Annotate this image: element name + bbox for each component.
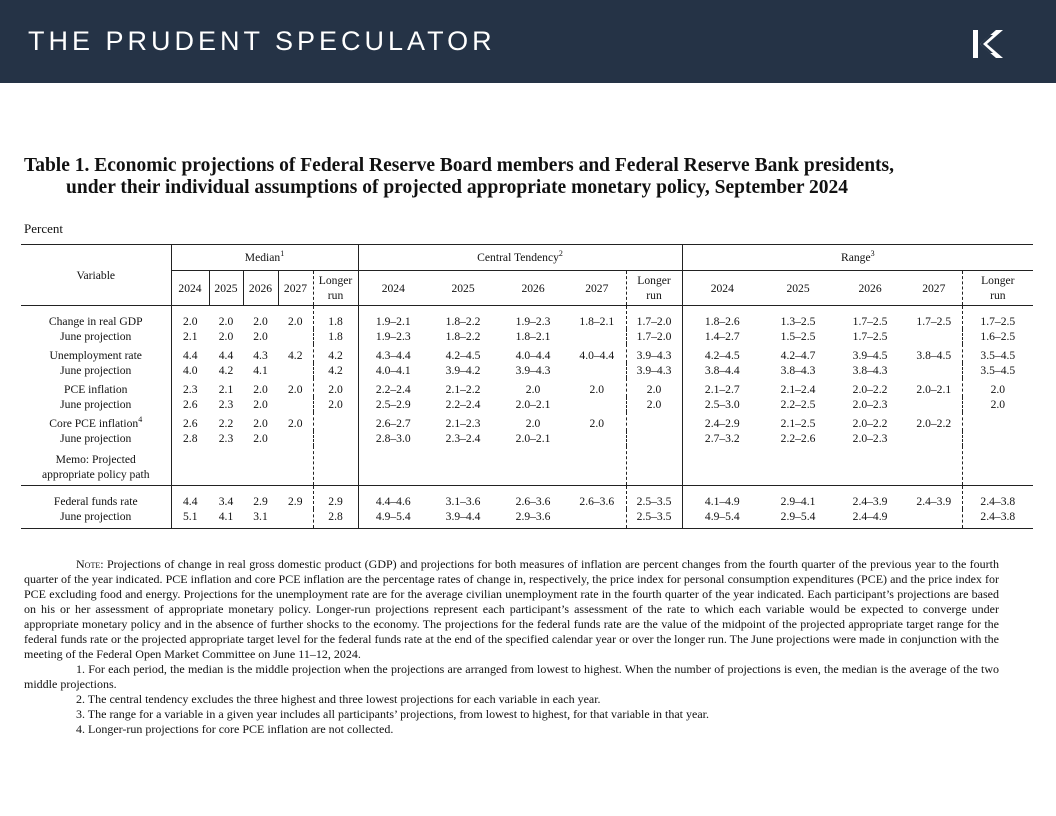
central-cell: 4.4–4.6 (358, 486, 428, 510)
variable-header: Variable (21, 245, 171, 306)
june-projection-label: June projection (60, 364, 132, 377)
range-cell (962, 431, 1033, 446)
table-row (21, 378, 1033, 397)
table-row (21, 397, 1033, 412)
note-label: Note: (76, 557, 104, 571)
table-body (21, 306, 1033, 529)
range-cell: 2.0–2.1 (916, 383, 952, 396)
memo-empty-cell (626, 446, 682, 486)
median-cell: 4.4 (171, 486, 209, 510)
central-cell: 2.0–2.1 (515, 398, 551, 411)
median-cell: 4.2 (313, 344, 358, 363)
variable-label: Unemployment rate (49, 349, 142, 362)
median-cell (278, 329, 313, 344)
median-cell: 2.0 (253, 383, 268, 396)
range-cell: 3.8–4.3 (780, 364, 816, 377)
median-cell: 2.0 (288, 417, 303, 430)
table-row (21, 412, 1033, 431)
range-cell: 2.0–2.2 (916, 417, 952, 430)
range-cell: 2.2–2.5 (780, 398, 816, 411)
central-cell: 2.2–2.4 (358, 378, 428, 397)
range-cell: 2.0–2.3 (852, 432, 888, 445)
range-cell: 1.7–2.5 (852, 315, 888, 328)
range-cell: 1.4–2.7 (682, 329, 762, 344)
median-cell: 2.9 (313, 486, 358, 510)
median-cell: 2.9 (288, 495, 303, 508)
central-cell: 3.9–4.3 (515, 364, 551, 377)
range-cell: 2.0 (962, 397, 1033, 412)
june-projection-label: June projection (60, 432, 132, 445)
central-cell: 1.7–2.0 (626, 306, 682, 330)
table-row (21, 306, 1033, 330)
range-cell: 4.9–5.4 (682, 509, 762, 529)
central-cell: 3.1–3.6 (445, 495, 481, 508)
range-cell: 1.5–2.5 (780, 330, 816, 343)
central-cell: 1.8–2.2 (445, 330, 481, 343)
central-cell: 2.3–2.4 (445, 432, 481, 445)
range-cell: 2.1–2.5 (780, 417, 816, 430)
median-cell: 1.8 (313, 329, 358, 344)
median-cell: 2.0 (253, 398, 268, 411)
median-cell: 4.1 (253, 364, 268, 377)
memo-empty-cell (209, 446, 243, 486)
footnote-3: 3. The range for a variable in a given year includes all participants’ projections, from lowest to highest, for that variable in that year. (76, 707, 710, 721)
central-cell: 2.5–3.5 (626, 486, 682, 510)
median-cell: 3.1 (243, 509, 278, 529)
median-cell: 2.1 (218, 383, 234, 396)
median-cell: 5.1 (171, 509, 209, 529)
range-cell: 3.8–4.3 (852, 364, 888, 377)
memo-empty-cell (682, 446, 762, 486)
central-cell: 4.0–4.1 (358, 363, 428, 378)
median-cell: 1.8 (313, 306, 358, 330)
range-cell: 1.6–2.5 (962, 329, 1033, 344)
median-cell: 4.3 (253, 349, 268, 362)
median-cell: 4.2 (218, 364, 234, 377)
header-row-groups (21, 245, 1033, 271)
median-cell: 4.4 (218, 349, 234, 362)
year-header: 2026 (834, 271, 906, 306)
range-cell (906, 397, 962, 412)
table-row (21, 363, 1033, 378)
central-cell (568, 431, 626, 446)
note-paragraph (24, 557, 999, 662)
june-projection-label: June projection (60, 330, 132, 343)
median-cell (278, 397, 313, 412)
variable-label: Change in real GDP (48, 315, 143, 328)
projections-table (21, 244, 1033, 529)
table-title-line2: under their individual assumptions of projected appropriate monetary policy, September 2024 (66, 177, 849, 198)
range-cell: 2.4–3.9 (916, 495, 952, 508)
range-cell: 2.7–3.2 (682, 431, 762, 446)
range-cell (962, 412, 1033, 431)
median-cell: 2.0 (253, 432, 268, 445)
range-cell: 3.5–4.5 (962, 344, 1033, 363)
year-header: 2025 (762, 271, 834, 306)
range-cell: 1.7–2.5 (852, 330, 888, 343)
median-cell: 2.6 (171, 412, 209, 431)
range-header: Range$^3$ (682, 245, 1033, 271)
range-cell: 4.2–4.7 (780, 349, 816, 362)
range-cell: 2.9–4.1 (780, 495, 816, 508)
central-cell: 2.0 (626, 378, 682, 397)
memo-empty-cell (358, 446, 428, 486)
longer-run-header: Longer run (313, 271, 358, 306)
year-header: 2025 (428, 271, 498, 306)
year-header: 2024 (171, 271, 209, 306)
central-cell (568, 329, 626, 344)
median-cell: 2.8 (313, 509, 358, 529)
range-cell: 3.8–4.5 (916, 349, 952, 362)
range-cell: 2.4–3.9 (852, 495, 888, 508)
central-cell: 2.0–2.1 (515, 432, 551, 445)
year-header: 2027 (906, 271, 962, 306)
median-cell: 2.3 (171, 378, 209, 397)
year-header: 2026 (498, 271, 568, 306)
median-cell: 2.0 (218, 330, 234, 343)
central-cell: 2.9–3.6 (498, 509, 568, 529)
year-header: 2024 (682, 271, 762, 306)
range-cell (906, 363, 962, 378)
median-header: Median$^1$ (171, 245, 358, 271)
median-cell: 2.0 (253, 330, 268, 343)
year-header: 2027 (278, 271, 313, 306)
table-row (21, 344, 1033, 363)
central-tendency-header: Central Tendency$^2$ (358, 245, 682, 271)
median-cell: 2.0 (218, 315, 234, 328)
median-cell (278, 363, 313, 378)
median-cell: 2.0 (253, 315, 268, 328)
header-row-years (21, 271, 1033, 306)
central-cell: 1.8–2.1 (579, 315, 615, 328)
note-text: Projections of change in real gross domestic product (GDP) and projections for both measures of inflation are percent changes from the fourth quarter of the previous year to the fourth quarter of the year indicated. PCE inflation and core PCE inflation are the percentage rates of change in, respectively, the price index for personal consumption expenditures (PCE) and the price index for PCE excluding food and energy. Projections for the unemployment rate are for the average civilian unemployment rate in the fourth quarter of the year indicated. Each participant’s projections are based on his or her assessment of appropriate monetary policy. Longer-run projections represent each participant’s assessment of the rate to which each variable would be expected to converge under appropriate monetary policy and in the absence of further shocks to the economy. The projections for the federal funds rate are the value of the midpoint of the projected appropriate target range for the federal funds rate or the projected appropriate target level for the federal funds rate at the end of the specified calendar year or over the longer run. The June projections were made in conjunction with the meeting of the Federal Open Market Committee on June 11–12, 2024. (24, 557, 999, 661)
median-cell: 2.0 (313, 378, 358, 397)
central-cell: 3.9–4.3 (626, 344, 682, 363)
median-cell (278, 431, 313, 446)
central-cell (568, 509, 626, 529)
central-cell: 2.5–2.9 (358, 397, 428, 412)
median-cell: 4.4 (171, 344, 209, 363)
variable-label: Federal funds rate (53, 495, 138, 508)
june-projection-label: June projection (60, 398, 132, 411)
central-cell: 1.8–2.1 (515, 330, 551, 343)
median-cell: 2.0 (288, 383, 303, 396)
central-cell: 4.9–5.4 (358, 509, 428, 529)
central-cell: 2.0 (626, 397, 682, 412)
median-cell: 2.6 (171, 397, 209, 412)
range-cell: 1.7–2.5 (962, 306, 1033, 330)
table-title-line1: Table 1. Economic projections of Federal Reserve Board members and Federal Reserve Bank presidents, (24, 155, 894, 176)
median-cell: 2.0 (171, 306, 209, 330)
longer-run-header: Longer run (626, 271, 682, 306)
central-cell: 3.9–4.2 (445, 364, 481, 377)
central-cell: 1.7–2.0 (626, 329, 682, 344)
median-cell: 4.0 (171, 363, 209, 378)
year-header: 2026 (243, 271, 278, 306)
median-cell: 2.2 (218, 417, 234, 430)
range-cell: 2.9–5.4 (762, 509, 834, 529)
notes-section (24, 557, 999, 737)
central-cell: 4.2–4.5 (445, 349, 481, 362)
central-cell: 2.6–3.6 (515, 495, 551, 508)
june-projection-label: June projection (21, 509, 171, 529)
range-cell: 2.0–2.2 (852, 383, 888, 396)
central-cell: 1.9–2.3 (515, 315, 551, 328)
median-cell: 4.2 (288, 349, 303, 362)
range-cell: 1.3–2.5 (780, 315, 816, 328)
memo-empty-cell (313, 446, 358, 486)
median-cell: 2.3 (218, 398, 234, 411)
central-cell: 2.5–3.5 (626, 509, 682, 529)
central-cell: 1.9–2.3 (358, 329, 428, 344)
table-row (21, 431, 1033, 446)
median-cell (278, 509, 313, 529)
year-header: 2025 (209, 271, 243, 306)
central-cell: 2.6–3.6 (579, 495, 615, 508)
median-cell: 2.9 (253, 495, 268, 508)
median-cell: 2.0 (253, 417, 268, 430)
range-cell: 2.1–2.4 (780, 383, 816, 396)
memo-empty-cell (762, 446, 834, 486)
range-cell: 1.8–2.6 (682, 306, 762, 330)
memo-empty-cell (428, 446, 498, 486)
range-cell: 3.5–4.5 (962, 363, 1033, 378)
range-cell: 2.0–2.2 (852, 417, 888, 430)
central-cell: 2.0 (589, 383, 605, 396)
central-cell (568, 363, 626, 378)
year-header: 2024 (358, 271, 428, 306)
range-cell: 1.7–2.5 (916, 315, 952, 328)
memo-row (21, 446, 1033, 486)
median-cell: 2.8 (171, 431, 209, 446)
year-header: 2027 (568, 271, 626, 306)
longer-run-header: Longer run (962, 271, 1033, 306)
memo-empty-cell (962, 446, 1033, 486)
variable-label: PCE inflation (64, 383, 128, 396)
central-cell (626, 412, 682, 431)
central-cell: 2.2–2.4 (445, 398, 481, 411)
central-cell: 3.9–4.3 (626, 363, 682, 378)
range-cell: 3.9–4.5 (852, 349, 888, 362)
memo-empty-cell (278, 446, 313, 486)
central-cell: 1.8–2.2 (445, 315, 481, 328)
unit-label: Percent (24, 221, 63, 236)
range-cell (906, 329, 962, 344)
table-row (21, 486, 1033, 510)
central-cell: 4.3–4.4 (358, 344, 428, 363)
range-cell (906, 431, 962, 446)
table-row (21, 329, 1033, 344)
range-cell (906, 509, 962, 529)
central-cell: 2.0 (525, 383, 541, 396)
range-cell: 2.2–2.6 (780, 432, 816, 445)
central-cell: 2.1–2.3 (445, 417, 481, 430)
memo-label: Memo: Projected appropriate policy path (21, 446, 171, 486)
central-cell: 2.0 (589, 417, 605, 430)
footnote-1: 1. For each period, the median is the middle projection when the projections are arranged from lowest to highest. When the number of projections is even, the median is the average of the two middle projections. (24, 662, 999, 691)
range-cell: 4.1–4.9 (682, 486, 762, 510)
range-cell: 4.2–4.5 (682, 344, 762, 363)
central-cell: 2.8–3.0 (358, 431, 428, 446)
central-cell: 1.9–2.1 (358, 306, 428, 330)
memo-empty-cell (498, 446, 568, 486)
range-cell: 2.0–2.3 (852, 398, 888, 411)
central-cell: 4.0–4.4 (515, 349, 551, 362)
central-cell: 3.9–4.4 (428, 509, 498, 529)
central-cell: 4.0–4.4 (579, 349, 615, 362)
range-cell: 2.4–4.9 (834, 509, 906, 529)
variable-label: Core PCE inflation$^4$ (49, 415, 143, 430)
memo-empty-cell (568, 446, 626, 486)
range-cell: 2.4–3.8 (962, 509, 1033, 529)
central-cell: 2.6–2.7 (358, 412, 428, 431)
range-cell: 2.1–2.7 (682, 378, 762, 397)
header-banner (0, 0, 1056, 83)
stylized-k-logo-icon (970, 26, 1004, 62)
central-cell (568, 397, 626, 412)
table-row (21, 509, 1033, 529)
memo-empty-cell (243, 446, 278, 486)
memo-empty-cell (171, 446, 209, 486)
footnote-2: 2. The central tendency excludes the three highest and three lowest projections for each variable in each year. (76, 692, 601, 706)
median-cell (313, 412, 358, 431)
brand-name: THE PRUDENT SPECULATOR (28, 26, 496, 56)
median-cell: 4.2 (313, 363, 358, 378)
median-cell: 2.1 (171, 329, 209, 344)
median-cell: 2.0 (288, 315, 303, 328)
range-cell: 2.5–3.0 (682, 397, 762, 412)
central-cell: 2.0 (525, 417, 541, 430)
median-cell: 3.4 (218, 495, 234, 508)
memo-empty-cell (834, 446, 906, 486)
central-cell (626, 431, 682, 446)
range-cell: 2.4–2.9 (682, 412, 762, 431)
central-cell: 2.1–2.2 (445, 383, 481, 396)
range-cell: 3.8–4.4 (682, 363, 762, 378)
footnote-4: 4. Longer-run projections for core PCE inflation are not collected. (76, 722, 394, 736)
table-title (24, 155, 1034, 199)
median-cell: 4.1 (209, 509, 243, 529)
median-cell: 2.3 (218, 432, 234, 445)
range-cell: 2.0 (962, 378, 1033, 397)
memo-empty-cell (906, 446, 962, 486)
median-cell (313, 431, 358, 446)
range-cell: 2.4–3.8 (962, 486, 1033, 510)
median-cell: 2.0 (313, 397, 358, 412)
